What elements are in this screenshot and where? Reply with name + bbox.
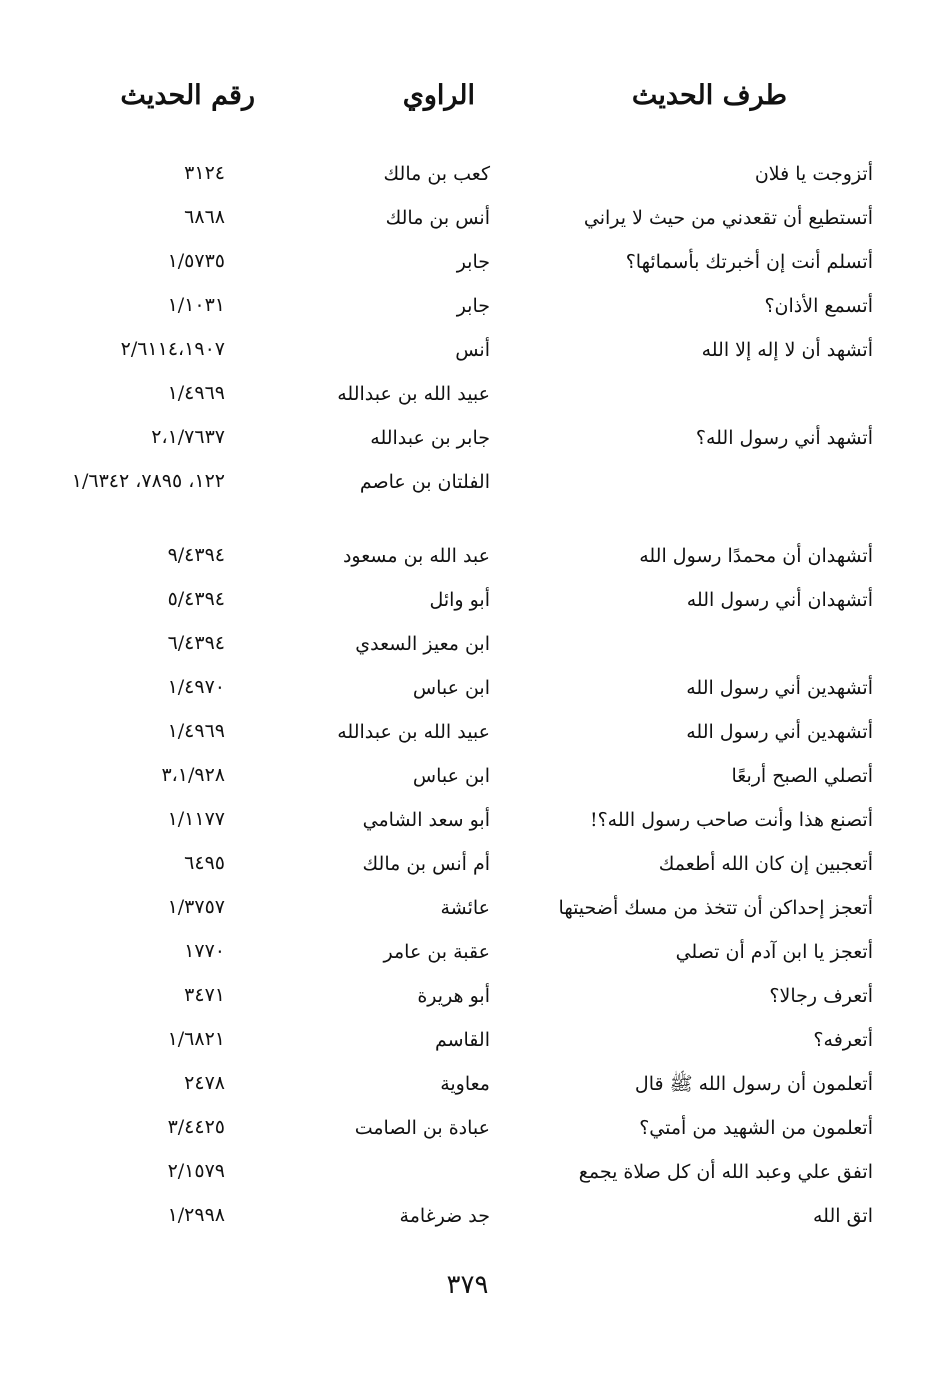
hadith-text: أتشهدان أني رسول الله bbox=[686, 589, 873, 611]
hadith-text: أتشهدان أن محمدًا رسول الله bbox=[639, 545, 873, 567]
table-row bbox=[0, 628, 935, 672]
rawi-name: أبو هريرة bbox=[417, 985, 490, 1007]
hadith-number: ١/٦٨٢١ bbox=[167, 1028, 225, 1050]
hadith-number: ٥/٤٣٩٤ bbox=[167, 588, 225, 610]
hadith-text: أتعلمون أن رسول الله ﷺ قال bbox=[634, 1073, 873, 1095]
hadith-number: ١/١١٧٧ bbox=[167, 808, 225, 830]
hadith-number: ١/٤٩٦٩ bbox=[167, 720, 225, 742]
table-row bbox=[0, 804, 935, 848]
hadith-text: أتسلم أنت إن أخبرتك بأسمائها؟ bbox=[625, 251, 873, 273]
hadith-number: ٣١٢٤ bbox=[184, 162, 225, 184]
hadith-number: ٣/٤٤٢٥ bbox=[167, 1116, 225, 1138]
hadith-number: ٢/١٥٧٩ bbox=[167, 1160, 225, 1182]
rawi-name: ابن معيز السعدي bbox=[355, 633, 490, 655]
hadith-number: ١/٥٧٣٥ bbox=[167, 250, 225, 272]
rawi-name: عبيد الله بن عبدالله bbox=[337, 721, 490, 743]
rawi-name: كعب بن مالك bbox=[383, 163, 490, 185]
hadith-text: أتشهدين أني رسول الله bbox=[686, 677, 873, 699]
hadith-number: ٣،١/٩٢٨ bbox=[161, 764, 225, 786]
hadith-number: ١٧٧٠ bbox=[184, 940, 225, 962]
rawi-name: أبو وائل bbox=[429, 589, 490, 611]
hadith-number: ١٢٢، ٧٨٩٥، ١/٦٣٤٢ bbox=[71, 470, 225, 492]
table-row bbox=[0, 422, 935, 466]
rawi-name: أنس بن مالك bbox=[385, 207, 490, 229]
rawi-name: ابن عباس bbox=[412, 677, 490, 699]
rawi-name: جد ضرغامة bbox=[399, 1205, 490, 1227]
rawi-name: عبادة بن الصامت bbox=[354, 1117, 490, 1139]
hadith-number: ٢٤٧٨ bbox=[184, 1072, 225, 1094]
hadith-text: أتعجبين إن كان الله أطعمك bbox=[658, 853, 873, 875]
rawi-name: معاوية bbox=[440, 1073, 490, 1095]
table-row bbox=[0, 466, 935, 540]
hadith-text: أتزوجت يا فلان bbox=[754, 163, 873, 185]
table-row bbox=[0, 334, 935, 378]
table-row bbox=[0, 246, 935, 290]
index-rows bbox=[0, 158, 935, 1244]
hadith-text: أتسمع الأذان؟ bbox=[764, 295, 873, 317]
hadith-text: اتق الله bbox=[813, 1205, 873, 1227]
rawi-name: جابر بن عبدالله bbox=[370, 427, 490, 449]
rawi-name: الفلتان بن عاصم bbox=[359, 471, 490, 493]
hadith-text: أتعجز إحداكن أن تتخذ من مسك أضحيتها bbox=[558, 897, 873, 919]
hadith-text: أتشهد أني رسول الله؟ bbox=[695, 427, 873, 449]
table-row bbox=[0, 378, 935, 422]
table-row bbox=[0, 540, 935, 584]
hadith-text: أتصلي الصبح أربعًا bbox=[731, 765, 873, 787]
table-row bbox=[0, 1200, 935, 1244]
header-rawi: الراوي bbox=[402, 80, 475, 111]
hadith-text: أتعرفه؟ bbox=[813, 1029, 873, 1051]
rawi-name: أبو سعد الشامي bbox=[362, 809, 490, 831]
hadith-number: ١/٤٩٧٠ bbox=[167, 676, 225, 698]
table-header bbox=[0, 80, 935, 120]
rawi-name: ابن عباس bbox=[412, 765, 490, 787]
header-number: رقم الحديث bbox=[120, 80, 255, 111]
hadith-text: أتشهد أن لا إله إلا الله bbox=[701, 339, 873, 361]
hadith-text: أتستطيع أن تقعدني من حيث لا يراني bbox=[583, 207, 873, 229]
table-row bbox=[0, 584, 935, 628]
hadith-text: أتشهدين أني رسول الله bbox=[686, 721, 873, 743]
hadith-number: ٦٨٦٨ bbox=[184, 206, 225, 228]
hadith-text: أتعلمون من الشهيد من أمتي؟ bbox=[639, 1117, 873, 1139]
table-row bbox=[0, 1112, 935, 1156]
table-row bbox=[0, 672, 935, 716]
hadith-number: ٢،١/٧٦٣٧ bbox=[151, 426, 225, 448]
hadith-number: ٩/٤٣٩٤ bbox=[167, 544, 225, 566]
rawi-name: أم أنس بن مالك bbox=[362, 853, 490, 875]
hadith-text: أتصنع هذا وأنت صاحب رسول الله؟! bbox=[589, 809, 873, 831]
table-row bbox=[0, 760, 935, 804]
rawi-name: جابر bbox=[456, 251, 490, 273]
rawi-name: عائشة bbox=[440, 897, 490, 919]
hadith-number: ٣٤٧١ bbox=[184, 984, 225, 1006]
hadith-number: ١/٤٩٦٩ bbox=[167, 382, 225, 404]
table-row bbox=[0, 848, 935, 892]
hadith-number: ١/٢٩٩٨ bbox=[167, 1204, 225, 1226]
rawi-name: عبيد الله بن عبدالله bbox=[337, 383, 490, 405]
hadith-text: أتعجز يا ابن آدم أن تصلي bbox=[675, 941, 873, 963]
rawi-name: عقبة بن عامر bbox=[383, 941, 490, 963]
table-row bbox=[0, 936, 935, 980]
hadith-number: ١/١٠٣١ bbox=[167, 294, 225, 316]
table-row bbox=[0, 158, 935, 202]
rawi-name: القاسم bbox=[434, 1029, 490, 1051]
table-row bbox=[0, 892, 935, 936]
rawi-name: جابر bbox=[456, 295, 490, 317]
hadith-text: اتفق علي وعبد الله أن كل صلاة يجمع bbox=[578, 1161, 873, 1183]
table-row bbox=[0, 1156, 935, 1200]
hadith-number: ٦/٤٣٩٤ bbox=[167, 632, 225, 654]
hadith-number: ٢/٦١١٤،١٩٠٧ bbox=[120, 338, 225, 360]
header-hadith: طرف الحديث bbox=[631, 80, 787, 111]
table-row bbox=[0, 1068, 935, 1112]
table-row bbox=[0, 716, 935, 760]
hadith-text: أتعرف رجالا؟ bbox=[769, 985, 873, 1007]
table-row bbox=[0, 1024, 935, 1068]
page-number: ٣٧٩ bbox=[446, 1270, 489, 1300]
table-row bbox=[0, 290, 935, 334]
rawi-name: عبد الله بن مسعود bbox=[342, 545, 490, 567]
table-row bbox=[0, 980, 935, 1024]
table-row bbox=[0, 202, 935, 246]
hadith-number: ١/٣٧٥٧ bbox=[167, 896, 225, 918]
hadith-number: ٦٤٩٥ bbox=[184, 852, 225, 874]
rawi-name: أنس bbox=[455, 339, 490, 361]
